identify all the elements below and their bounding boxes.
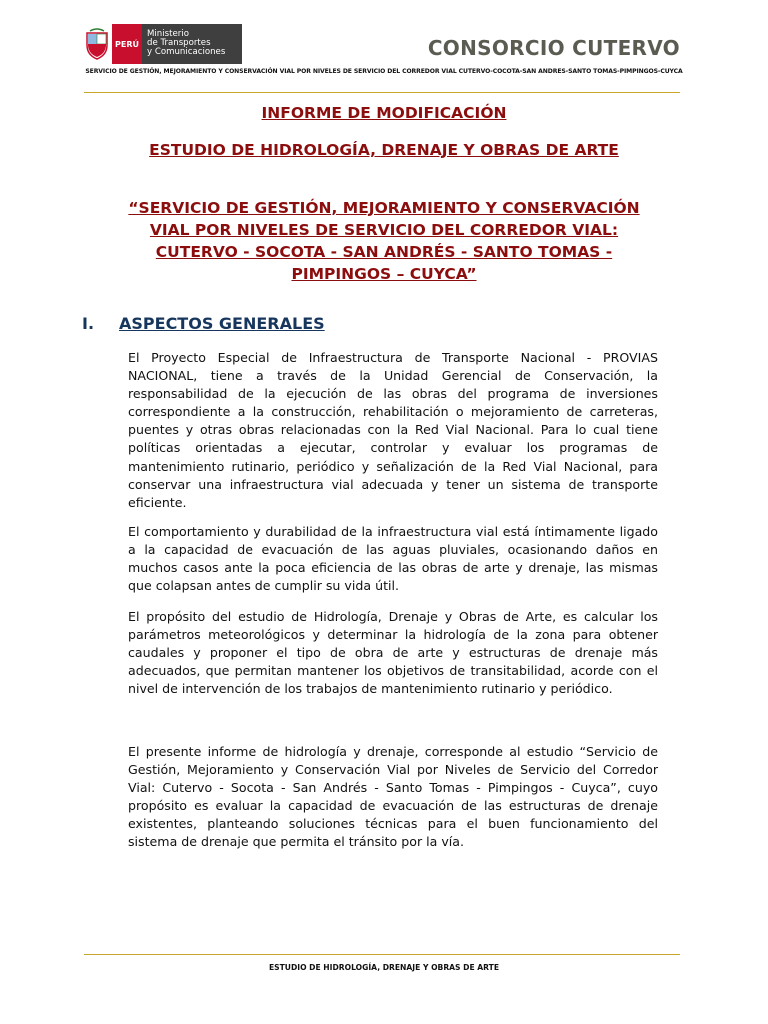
- ministry-line: de Transportes: [147, 38, 211, 48]
- report-title: INFORME DE MODIFICACIÓN: [261, 104, 507, 122]
- service-title: “SERVICIO DE GESTIÓN, MEJORAMIENTO Y CONSERVACIÓN VIAL POR NIVELES DE SERVICIO DEL CORREDOR VIAL: CUTERVO - SOCOTA - SAN ANDRÉS - SANTO TOMAS - PIMPINGOS – CUYCA”: [128, 199, 640, 283]
- section-number: I.: [82, 314, 95, 333]
- peru-badge: PERÚ: [112, 24, 142, 64]
- study-title: ESTUDIO DE HIDROLOGÍA, DRENAJE Y OBRAS DE ARTE: [149, 141, 619, 159]
- paragraph: El propósito del estudio de Hidrología, Drenaje y Obras de Arte, es calcular los parámetros meteorológicos y determinar la hidrología de la zona para obtener caudales y proponer el tipo de obra de arte y estructuras de drenaje más adecuados, que permitan mantener los objetivos de transitabilidad, acorde con el nivel de intervención de los trabajos de mantenimiento rutinario y periódico.: [128, 609, 658, 697]
- ministry-line: Ministerio: [147, 29, 189, 39]
- ministry-line: y Comunicaciones: [147, 47, 226, 57]
- company-name: CONSORCIO CUTERVO: [427, 36, 680, 60]
- page-footer: ESTUDIO DE HIDROLOGÍA, DRENAJE Y OBRAS DE ARTE: [268, 963, 500, 972]
- ministry-logo: [82, 24, 242, 64]
- page-header: [82, 24, 682, 70]
- ministry-name: [142, 24, 242, 64]
- footer-rule: [84, 954, 680, 955]
- coat-of-arms-icon: [82, 24, 112, 64]
- paragraph: El comportamiento y durabilidad de la infraestructura vial está íntimamente ligado a la capacidad de evacuación de las aguas pluviales, ocasionando daños en muchos casos ante la poca eficiencia de las obras de arte y drenaje, las mismas que colapsan antes de cumplir su vida útil.: [128, 524, 658, 594]
- section-title: ASPECTOS GENERALES: [119, 314, 325, 333]
- header-rule: [84, 92, 680, 93]
- service-subtitle: SERVICIO DE GESTIÓN, MEJORAMIENTO Y CONSERVACIÓN VIAL POR NIVELES DE SERVICIO DEL CORREDOR VIAL CUTERVO-COCOTA-SAN ANDRES-SANTO TOMAS-PIMPINGOS-CUYCA: [85, 68, 683, 75]
- paragraph: El presente informe de hidrología y drenaje, corresponde al estudio “Servicio de Gestión, Mejoramiento y Conservación Vial por Niveles de Servicio del Corredor Vial: Cutervo - Socota - San Andrés - Santo Tomas - Pimpingos - Cuyca”, cuyo propósito es evaluar la capacidad de evacuación de las estructuras de drenaje existentes, planteando soluciones técnicas para el buen funcionamiento del sistema de drenaje que permita el tránsito por la vía.: [128, 744, 658, 850]
- section-heading: [82, 314, 325, 333]
- paragraph: El Proyecto Especial de Infraestructura de Transporte Nacional - PROVIAS NACIONAL, tiene a través de la Unidad Gerencial de Conservación, la responsabilidad de la ejecución de las obras del programa de inversiones correspondiente a la construcción, rehabilitación o mejoramiento de carreteras, puentes y otras obras relacionadas con la Red Vial Nacional. Para lo cual tiene políticas orientadas a ejecutar, controlar y evaluar los programas de mantenimiento rutinario, periódico y señalización de la Red Vial Nacional, para conservar una infraestructura vial adecuada y tener un sistema de transporte eficiente.: [128, 350, 658, 510]
